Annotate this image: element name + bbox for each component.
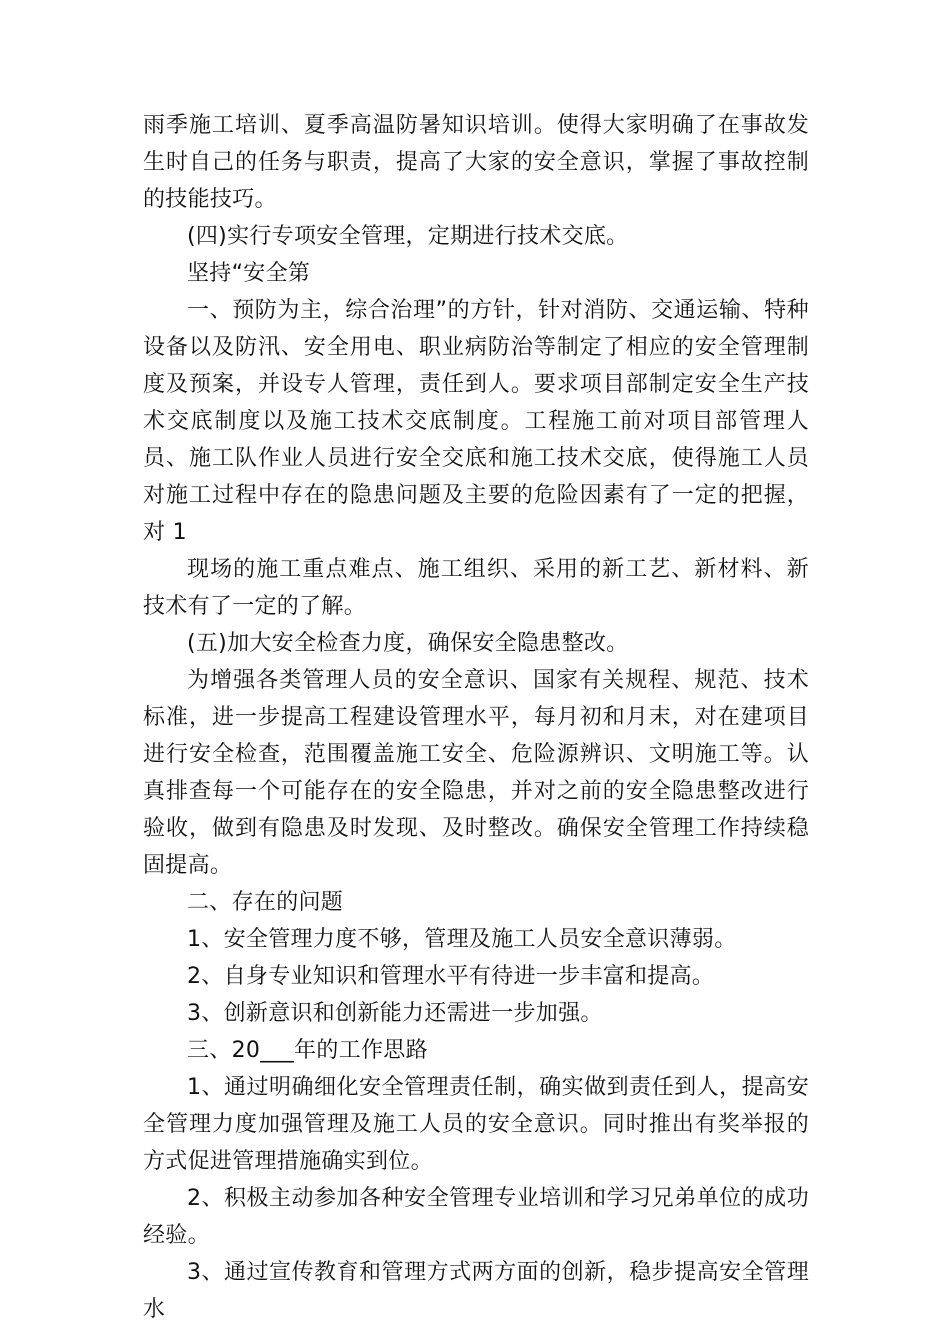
paragraph-prevention-policy: 一、预防为主，综合治理”的方针，针对消防、交通运输、特种设备以及防汛、安全用电、职业病防治等制定了相应的安全管理制度及预案，并设专人管理，责任到人。要求项目部制定安全生产技术交底制度以及施工技术交底制度。工程施工前对项目部管理人员、施工队作业人员进行安全交底和施工技术交底，使得施工人员对施工过程中存在的隐患问题及主要的危险因素有了一定的把握，对 1 <box>143 298 809 545</box>
list-item-plan-1: 1、通过明确细化安全管理责任制，确实做到责任到人，提高安全管理力度加强管理及施工人员的安全意识。同时推出有奖举报的方式促进管理措施确实到位。 <box>143 1075 809 1174</box>
section-heading-problems: 二、存在的问题 <box>187 890 344 915</box>
paragraph-site-key-points: 现场的施工重点难点、施工组织、采用的新工艺、新材料、新技术有了一定的了解。 <box>143 557 809 619</box>
list-item-plan-3: 3、通过宣传教育和管理方式两方面的创新，稳步提高安全管理水 <box>143 1260 809 1322</box>
list-item-problem-1: 1、安全管理力度不够，管理及施工人员安全意识薄弱。 <box>187 927 737 952</box>
paragraph-safety-first: 坚持“安全第 <box>187 261 311 286</box>
list-item-problem-2: 2、自身专业知识和管理水平有待进一步丰富和提高。 <box>187 964 715 989</box>
paragraph-inspection-detail: 为增强各类管理人员的安全意识、国家有关规程、规范、技术标准，进一步提高工程建设管理水平，每月初和月末，对在建项目进行安全检查，范围覆盖施工安全、危险源辨识、文明施工等。认真排查每一个可能存在的安全隐患，并对之前的安全隐患整改进行验收，做到有隐患及时发现、及时整改。确保安全管理工作持续稳固提高。 <box>143 668 809 878</box>
document-body <box>143 107 809 1328</box>
list-item-plan-2: 2、积极主动参加各种安全管理专业培训和学习兄弟单位的成功经验。 <box>143 1186 809 1248</box>
paragraph-training-continuation: 雨季施工培训、夏季高温防暑知识培训。使得大家明确了在事故发生时自己的任务与职责，提高了大家的安全意识，掌握了事故控制的技能技巧。 <box>143 113 809 212</box>
paragraph-heading-inspection: (五)加大安全检查力度，确保安全隐患整改。 <box>187 631 629 656</box>
section-heading-work-plan: 三、20___年的工作思路 <box>187 1038 428 1063</box>
list-item-problem-3: 3、创新意识和创新能力还需进一步加强。 <box>187 1001 603 1026</box>
paragraph-heading-special-management: (四)实行专项安全管理，定期进行技术交底。 <box>187 224 629 249</box>
